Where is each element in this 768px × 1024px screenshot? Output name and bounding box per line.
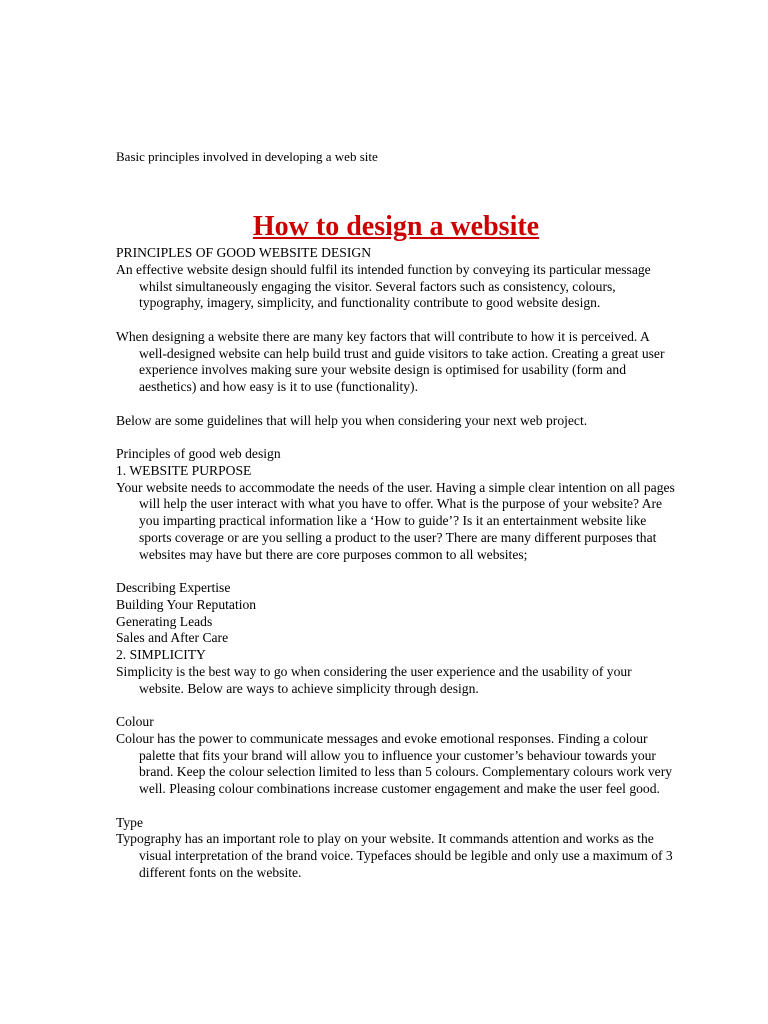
purpose-list-item: Generating Leads — [116, 613, 213, 629]
paragraph-spacer — [116, 697, 676, 714]
purpose-list-item: Describing Expertise — [116, 580, 231, 595]
paragraph-designing: When designing a website there are many key factors that will contribute to how it is perceived. A well-designed website can help build trust and guide visitors to take action. Creating a great user experience involves making sure your website design is optimised for usability (form and aesthetics) and how easy is it to use (functionality). — [116, 328, 665, 394]
heading-principles: PRINCIPLES OF GOOD WEBSITE DESIGN — [116, 245, 372, 260]
purpose-list-item: Building Your Reputation — [116, 596, 257, 612]
paragraph-purpose: Your website needs to accommodate the needs of the user. Having a simple clear intention on all pages will help the user interact with what you have to offer. What is the purpose of your website? Are you imparting practical information like a ‘How to guide’? Is it an entertainment website like sports coverage or are you selling a product to the user? There are many different purposes that websites may have but there are core purposes common to all websites; — [116, 479, 675, 562]
purpose-list-item: Sales and After Care — [116, 630, 229, 646]
heading-type: Type — [116, 814, 143, 830]
paragraph-spacer — [116, 429, 676, 446]
heading-colour: Colour — [116, 714, 154, 729]
paragraph-spacer — [116, 312, 676, 329]
paragraph-spacer — [116, 798, 676, 815]
heading-website-purpose: 1. WEBSITE PURPOSE — [116, 462, 252, 478]
page-title: How to design a website — [252, 211, 540, 242]
paragraph-guidelines: Below are some guidelines that will help you when considering your next web project. — [116, 412, 588, 428]
document-subtitle: Basic principles involved in developing a web site — [116, 149, 378, 164]
heading-simplicity: 2. SIMPLICITY — [116, 647, 206, 662]
principles-label: Principles of good web design — [116, 446, 281, 461]
paragraph-simplicity: Simplicity is the best way to go when considering the user experience and the usability of your website. Below are ways to achieve simplicity through design. — [116, 663, 632, 696]
paragraph-type: Typography has an important role to play on your website. It commands attention and works as the visual interpretation of the brand voice. Typefaces should be legible and only use a maximum of 3 different fonts on the website. — [116, 831, 673, 880]
paragraph-intro: An effective website design should fulfil its intended function by conveying its particular message whilst simultaneously engaging the visitor. Several factors such as consistency, colours, typography, imagery, simplicity, and functionality contribute to good website design. — [116, 261, 651, 311]
paragraph-spacer — [116, 563, 676, 580]
paragraph-spacer — [116, 396, 676, 413]
paragraph-colour: Colour has the power to communicate messages and evoke emotional responses. Finding a colour palette that fits your brand will allow you to influence your customer’s behaviour towards your brand. Keep the colour selection limited to less than 5 colours. Complementary colours work very well. Pleasing colour combinations increase customer engagement and make the user feel good. — [116, 730, 673, 796]
document-body — [116, 245, 676, 882]
